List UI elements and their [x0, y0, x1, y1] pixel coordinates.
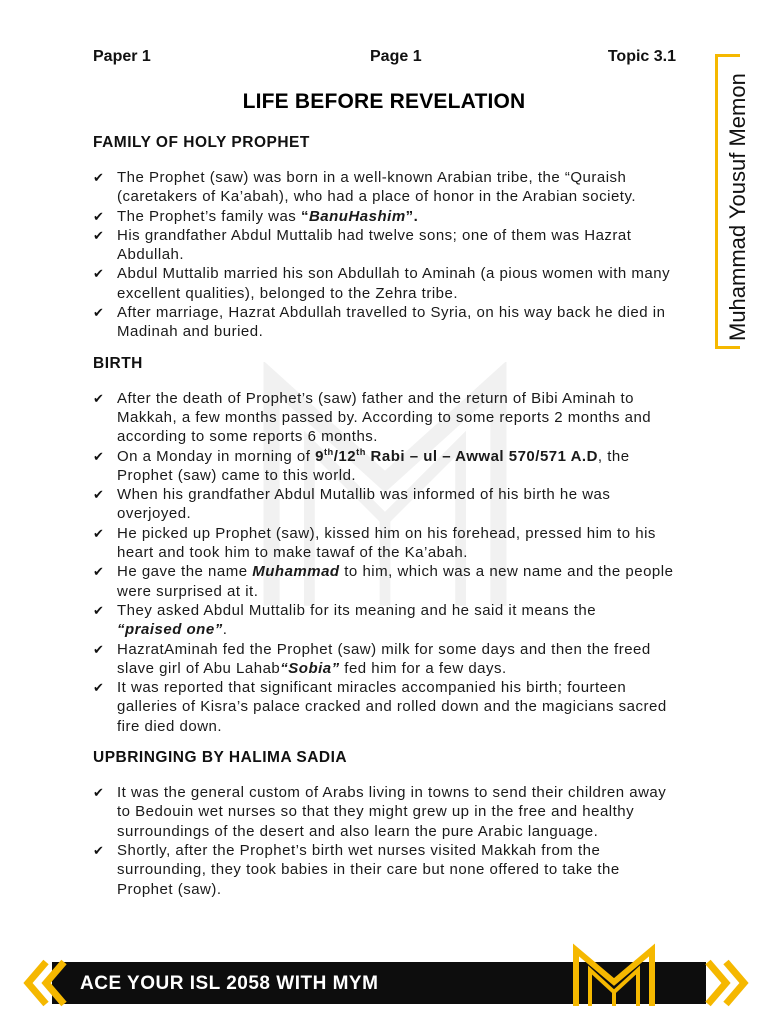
header-page: Page 1	[370, 48, 422, 65]
emphasized-text: 9	[315, 447, 324, 465]
bullet-text	[117, 265, 670, 301]
check-mark-icon	[93, 485, 109, 504]
bullet-text	[117, 641, 651, 677]
text-segment: fed him for a few days.	[339, 659, 507, 677]
text-segment: The Prophet’s family was	[117, 207, 301, 225]
bullet-text	[117, 784, 666, 840]
emphasized-text: /12	[333, 447, 357, 465]
section-upbringing-by-halima-sadia	[93, 748, 676, 899]
emphasized-text: “Sobia”	[280, 659, 340, 677]
bullet-text	[117, 525, 656, 561]
check-mark-icon	[93, 226, 109, 245]
check-mark-icon	[93, 207, 109, 226]
text-segment: He picked up Prophet (saw), kissed him on his forehead, pressed him to his heart and took him to make tawaf of the Ka’abah.	[117, 524, 656, 562]
emphasized-text: Rabi – ul – Awwal 570/571 A.D	[365, 447, 598, 465]
check-mark-icon	[93, 841, 109, 860]
text-segment: After marriage, Hazrat Abdullah travelled to Syria, on his way back he died in Madinah and buried.	[117, 304, 666, 341]
text-segment: HazratAminah fed the Prophet (saw) milk for some days and then the freed slave girl of Abu Lahab	[117, 640, 651, 677]
check-mark-icon	[93, 447, 109, 466]
text-segment: Abdul Muttalib married his son Abdullah to Aminah (a pious women with many excellent qualities), belonged to the Zehra tribe.	[117, 265, 671, 302]
bullet-text	[117, 208, 418, 225]
text-segment: On a Monday in morning of	[117, 447, 316, 465]
chevron-right-inner-icon	[708, 962, 726, 1004]
section-heading: FAMILY OF HOLY PROPHET	[93, 134, 310, 151]
bullet-list	[93, 168, 676, 342]
text-segment: He gave the name	[117, 563, 253, 581]
emphasized-text: th	[323, 446, 334, 457]
page-title: LIFE BEFORE REVELATION	[242, 90, 526, 113]
section-family-of-holy-prophet	[93, 133, 676, 342]
emphasized-text: “	[300, 207, 309, 225]
bullet-text	[117, 602, 596, 638]
text-segment: It was the general custom of Arabs living in towns to send their children away to Bedouin wet nurses so that they might grew up in the free and healthy surroundings of the desert and also learn the pure Arabic language.	[117, 784, 667, 840]
bullet-text	[117, 842, 620, 898]
bullet-item	[93, 264, 676, 303]
text-segment: .	[222, 621, 228, 639]
bullet-item	[93, 524, 676, 563]
emphasized-text: th	[356, 446, 366, 457]
emphasized-text: BanuHashim	[308, 207, 406, 225]
bullet-item	[93, 485, 676, 524]
bullet-item	[93, 389, 676, 447]
check-mark-icon	[93, 264, 109, 283]
content	[93, 133, 676, 899]
check-mark-icon	[93, 562, 109, 581]
check-mark-icon	[93, 601, 109, 620]
bullet-item	[93, 783, 676, 841]
bullet-text	[117, 304, 665, 340]
text-segment: , the Prophet (saw) came to this world.	[117, 447, 630, 484]
text-segment: It was reported that significant miracles accompanied his birth; fourteen galleries of Kisra’s palace cracked and rolled down and the magicians sacred fire died down.	[117, 679, 667, 735]
bullet-text	[117, 563, 673, 599]
section-birth	[93, 354, 676, 736]
banner-text: ACE YOUR ISL 2058 WITH MYM	[80, 973, 379, 994]
header-topic: Topic 3.1	[607, 48, 676, 65]
check-mark-icon	[93, 524, 109, 543]
bullet-text	[117, 679, 667, 735]
bullet-item	[93, 640, 676, 679]
bullet-text	[117, 448, 630, 484]
check-mark-icon	[93, 389, 109, 408]
bullet-list	[93, 783, 676, 899]
bullet-item	[93, 207, 676, 226]
bullet-item	[93, 447, 676, 486]
footer-banner	[0, 940, 768, 1024]
section-heading: BIRTH	[93, 354, 143, 372]
text-segment: They asked Abdul Muttalib for its meaning and he said it means the	[117, 601, 597, 619]
text-segment: When his grandfather Abdul Mutallib was informed of his birth he was overjoyed.	[117, 486, 611, 523]
text-segment: His grandfather Abdul Muttalib had twelve sons; one of them was Hazrat Abdullah.	[117, 226, 632, 264]
text-segment: to him, which was a new name and the people were surprised at it.	[117, 563, 674, 600]
header-paper: Paper 1	[93, 48, 151, 65]
bullet-list	[93, 389, 676, 736]
bullet-text	[117, 169, 636, 205]
emphasized-text: Muhammad	[252, 563, 340, 581]
bullet-item	[93, 601, 676, 640]
bullet-text	[117, 227, 631, 263]
check-mark-icon	[93, 783, 109, 802]
check-mark-icon	[93, 168, 109, 187]
bullet-item	[93, 562, 676, 601]
bullet-item	[93, 303, 676, 342]
check-mark-icon	[93, 640, 109, 659]
text-segment: Shortly, after the Prophet’s birth wet nurses visited Makkah from the surrounding, they took babies in their care but none offered to take the Prophet (saw).	[117, 841, 620, 898]
text-segment: The Prophet (saw) was born in a well-known Arabian tribe, the “Quraish (caretakers of Ka’abah), who had a place of honor in the Arabian society.	[117, 169, 637, 206]
emphasized-text: “praised one”	[117, 621, 223, 639]
bullet-text	[117, 486, 610, 522]
bullet-item	[93, 168, 676, 207]
emphasized-text: ”.	[405, 207, 419, 225]
section-heading: UPBRINGING BY HALIMA SADIA	[93, 749, 348, 767]
bullet-text	[117, 390, 651, 446]
bullet-item	[93, 226, 676, 265]
check-mark-icon	[93, 678, 109, 697]
text-segment: After the death of Prophet’s (saw) father and the return of Bibi Aminah to Makkah, a few months passed by. According to some reports 2 months and according to some reports 6 months.	[117, 389, 652, 446]
check-mark-icon	[93, 303, 109, 322]
bullet-item	[93, 678, 676, 736]
bullet-item	[93, 841, 676, 899]
side-author-label: Muhammad Yousuf Memon	[725, 73, 750, 341]
